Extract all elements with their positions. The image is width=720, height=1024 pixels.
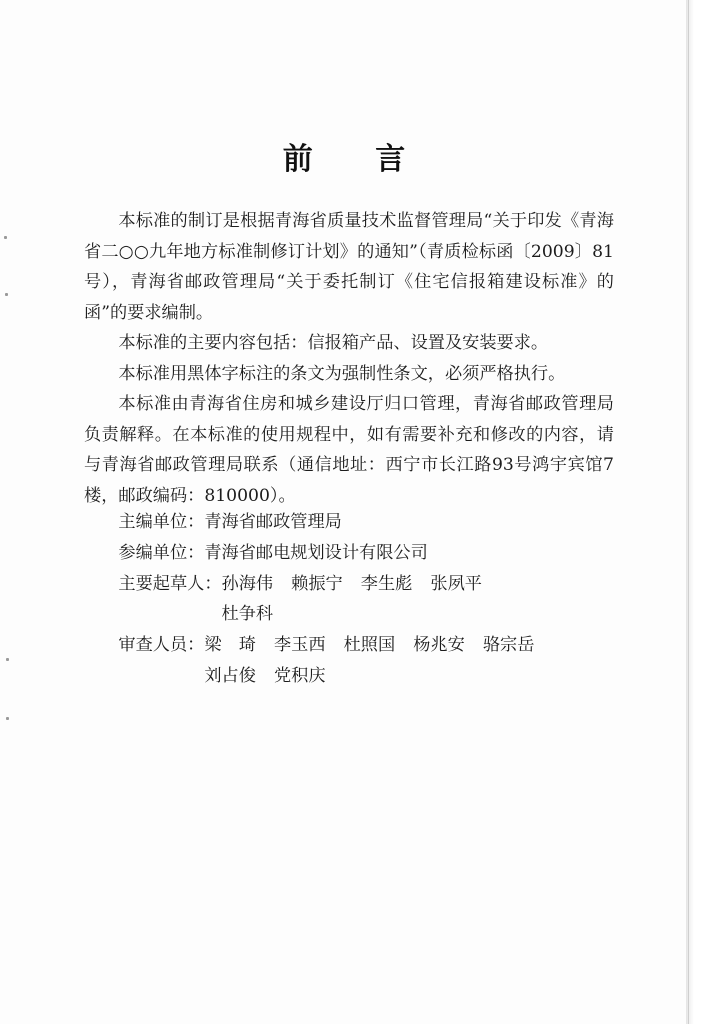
- scan-speck: [4, 236, 7, 239]
- credits-section: [84, 507, 624, 692]
- scan-speck: [6, 717, 9, 720]
- reviewer-name: 杜照国: [343, 635, 396, 656]
- page-edge-shadow: [686, 0, 720, 1024]
- drafters-label: 主要起草人：: [118, 573, 222, 594]
- chief-editor-value: 青海省邮政管理局: [204, 512, 342, 532]
- co-editor-row: [84, 538, 624, 569]
- drafters-names: [222, 569, 562, 631]
- drafter-name: 李生彪: [360, 573, 413, 594]
- drafter-name: 张夙平: [430, 573, 482, 594]
- preface-body: [84, 206, 614, 511]
- scan-speck: [6, 658, 9, 661]
- reviewer-name: 党积庆: [273, 665, 326, 686]
- reviewer-name: 骆宗岳: [482, 635, 535, 656]
- drafter-name: 孙海伟: [221, 573, 274, 594]
- reviewers-row: [84, 630, 624, 692]
- reviewer-name: 刘占俊: [204, 665, 256, 686]
- preface-paragraph: 本标准由青海省住房和城乡建设厅归口管理，青海省邮政管理局负责解释。在本标准的使用规程中，如有需要补充和修改的内容，请与青海省邮政管理局联系（通信地址：西宁市长江路93号鸿宇宾馆7楼，邮政编码：810000）。: [84, 394, 614, 506]
- reviewers-label: 审查人员：: [118, 635, 205, 656]
- page-title: 前 言: [282, 142, 432, 177]
- reviewer-name: 李玉西: [273, 635, 326, 656]
- preface-paragraph: 本标准用黑体字标注的条文为强制性条文，必须严格执行。: [118, 363, 566, 384]
- drafter-name: 赖振宁: [291, 573, 343, 594]
- preface-paragraph: 本标准的制订是根据青海省质量技术监督管理局“关于印发《青海省二○○九年地方标准制修订计划》的通知”（青质检标函〔2009〕81号），青海省邮政管理局“关于委托制订《住宅信报箱建设标准》的函”的要求编制。: [84, 211, 614, 323]
- scan-speck: [5, 293, 8, 296]
- drafters-row: [84, 569, 624, 631]
- reviewer-name: 梁 琦: [204, 635, 256, 656]
- drafter-name: 杜争科: [221, 604, 274, 625]
- chief-editor-row: [84, 507, 624, 538]
- co-editor-value: 青海省邮电规划设计有限公司: [204, 542, 428, 563]
- chief-editor-label: 主编单位：: [118, 512, 205, 532]
- page-edge-line: [688, 0, 689, 1024]
- preface-paragraph: 本标准的主要内容包括：信报箱产品、设置及安装要求。: [118, 333, 549, 353]
- co-editor-label: 参编单位：: [118, 542, 205, 563]
- reviewer-name: 杨兆安: [413, 635, 465, 656]
- reviewers-names: [204, 630, 594, 692]
